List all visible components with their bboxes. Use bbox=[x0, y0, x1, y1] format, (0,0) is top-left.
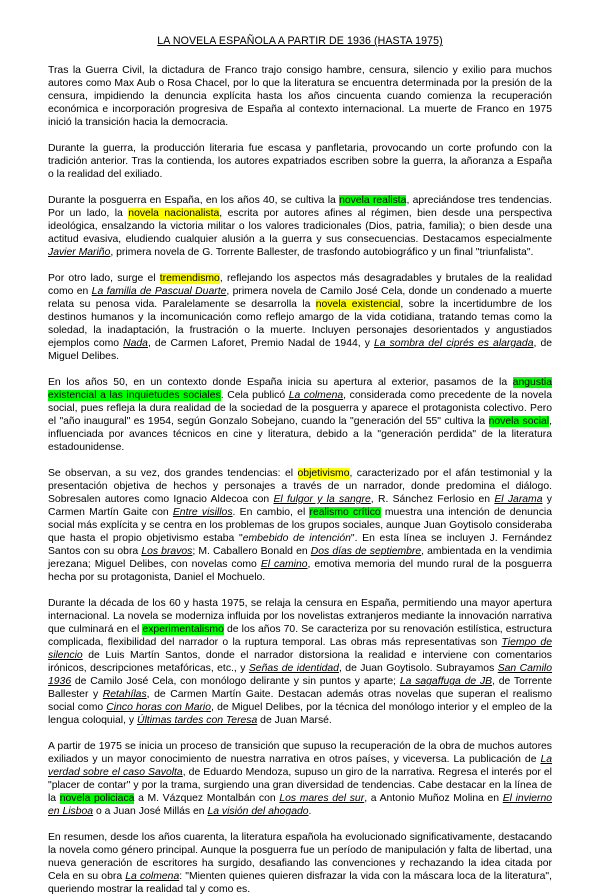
text-run: de los años 70. Se caracteriza por su renovación estilística, estructura complicada, flexibilidad del narrador o la ruptura temporal. Las obras más representativas son bbox=[48, 624, 552, 648]
text-run: , de Eduardo Mendoza, supuso un giro de la narrativa. Regresa el interés por el "placer de contar" y por la trama, surgiendo una gran diversidad de tendencias. Cabe destacar en la línea de la bbox=[48, 767, 552, 804]
highlight-green: angustia existencial a las inquietudes sociales bbox=[48, 377, 552, 401]
text-run: muestra una intención de denuncia social más explícita y se centra en los problemas de los grupos sociales, aunque Juan Goytisolo consideraba que hasta el propio objetivismo estaba " bbox=[48, 507, 552, 544]
text-run: a M. Vázquez Montalbán con bbox=[134, 793, 280, 804]
work-title: El camino bbox=[260, 559, 308, 570]
highlight-green: realismo crítico bbox=[309, 507, 381, 518]
work-title: Dos días de septiembre bbox=[310, 546, 422, 557]
text-run: : "Mienten quienes quieren disfrazar la vida con la máscara loca de la literatura", queriendo mostrar la realidad tal y como es. bbox=[48, 871, 552, 895]
text-run: , primera novela de G. Torrente Ballester, de trasfondo autobiográfico y un final "triunfalista". bbox=[110, 247, 534, 258]
text-run: y Carmen Martín Gaite con bbox=[48, 494, 552, 518]
text-run: ". En esta línea se incluyen J. Fernández Santos con su obra bbox=[48, 533, 553, 557]
text-run: , de Torrente Ballester y bbox=[48, 676, 553, 700]
text-run: , apreciándose tres tendencias. Por un lado, la bbox=[48, 195, 552, 219]
text-run: , reflejando los aspectos más desagradables y brutales de la realidad como en bbox=[48, 273, 552, 297]
text-run: de Camilo José Cela, con monólogo delirante y sin puntos y aparte; bbox=[71, 676, 400, 687]
text-run: . Cela publicó bbox=[220, 390, 289, 401]
text-run: , de Miguel Delibes. bbox=[48, 338, 553, 362]
text-run: , de Juan Goytisolo. Subrayamos bbox=[338, 663, 498, 674]
document-body bbox=[48, 64, 552, 896]
work-title: Los mares del sur bbox=[279, 793, 365, 804]
work-title: Cinco horas con Mario bbox=[106, 702, 212, 713]
paragraph bbox=[48, 194, 552, 259]
work-title: La sagaffuga de JB bbox=[399, 676, 493, 687]
text-run: , caracterizado por el afán testimonial y la presentación objetiva de hechos y personajes a través de un narrador, donde predomina el diálogo. Sobresalen autores como Ignacio Aldecoa con bbox=[48, 468, 553, 505]
work-title: El invierno en Lisboa bbox=[48, 793, 553, 817]
work-title: La sombra del ciprés es alargada bbox=[373, 338, 534, 349]
work-title: Señas de identidad bbox=[248, 663, 339, 674]
text-run: , escrita por autores afines al régimen, bien desde una perspectiva ideológica, ensalzando la victoria militar o los valores tradicionales (Dios, patria, familia); o bien desde una actitud evasiva, eludiendo cualquier alusión a la guerra y sus consecuencias. Destacamos especialmente bbox=[48, 208, 552, 245]
text-run: A partir de 1975 se inicia un proceso de transición que supuso la recuperación de la obra de muchos autores exiliados y un mayor conocimiento de nuestra narrativa en otros países, y viceversa. La publicación de bbox=[48, 741, 552, 765]
text-run: Durante la guerra, la producción literaria fue escasa y panfletaria, provocando un corte profundo con la tradición anterior. Tras la contienda, los autores expatriados escriben sobre la guerra, la añoranza a España o la realidad del exiliado. bbox=[48, 143, 552, 180]
text-run: . En cambio, el bbox=[232, 507, 310, 518]
text-run: , de Carmen Martín Gaite. Destacan además otras novelas que superan el realismo social como bbox=[48, 689, 552, 713]
work-title: Últimas tardes con Teresa bbox=[136, 715, 258, 726]
text-run: o a Juan José Millás en bbox=[93, 806, 208, 817]
work-title: La colmena bbox=[125, 871, 180, 882]
work-title: Entre visillos bbox=[172, 507, 233, 518]
paragraph bbox=[48, 272, 552, 363]
text-run: Por otro lado, surge el bbox=[48, 273, 160, 284]
text-run: En resumen, desde los años cuarenta, la literatura española ha evolucionado significativamente, destacando la novela como género principal. Aunque la posguerra fue un período de manipulación y falta de libertad, una nueva generación de escritores ha surgido, desafiando las convenciones y rechazando la idea citada por Cela en su obra bbox=[48, 832, 552, 882]
text-run: Tras la Guerra Civil, la dictadura de Franco trajo consigo hambre, censura, silencio y exilio para muchos autores como Max Aub o Rosa Chacel, por lo que la literatura se encuentra determinada por la presión de la censura, impidiendo la denuncia explícita hasta los años cincuenta cuando comienza la recuperación económica e incorporación progresiva de España al contexto internacional. La muerte de Franco en 1975 inició la transición hacia la democracia. bbox=[48, 65, 552, 128]
paragraph bbox=[48, 740, 552, 818]
text-run: , de Miguel Delibes, por la técnica del monólogo interior y el empleo de la lengua coloquial, y bbox=[48, 702, 553, 726]
highlight-yellow: novela existencial bbox=[315, 299, 401, 310]
text-run: En los años 50, en un contexto donde España inicia su apertura al exterior, pasamos de la bbox=[48, 377, 513, 388]
highlight-yellow: novela nacionalista bbox=[128, 208, 220, 219]
text-run: , ambientada en la vendimia jerezana; Miguel Delibes, con novelas como bbox=[48, 546, 553, 570]
paragraph bbox=[48, 64, 552, 129]
text-run: Durante la posguerra en España, en los años 40, se cultiva la bbox=[48, 195, 340, 206]
work-title: El fulgor y la sangre bbox=[273, 494, 371, 505]
work-title: La verdad sobre el caso Savolta bbox=[48, 754, 552, 778]
highlight-yellow: tremendismo bbox=[159, 273, 220, 284]
text-run: , considerada como precedente de la novela social, pues refleja la dura realidad de la sociedad de la posguerra y aparece el protagonista colectivo. Pero el "año inaugural" es 1954, según Gonzalo Sobejano, cuando la "generación del 55" cultiva la bbox=[48, 390, 552, 427]
text-run: , a Antonio Muñoz Molina en bbox=[364, 793, 503, 804]
text-run: de Luis Martín Santos, donde el narrador distorsiona la realidad e interviene con comentarios irónicos, descripciones metafóricas, etc., y bbox=[48, 650, 552, 674]
work-title: La colmena bbox=[288, 390, 344, 401]
paragraph bbox=[48, 142, 552, 181]
work-title: San Camilo 1936 bbox=[48, 663, 552, 687]
highlight-green: experimentalismo bbox=[142, 624, 224, 635]
work-title: Javier Mariño bbox=[48, 247, 111, 258]
text-run: ; M. Caballero Bonald en bbox=[192, 546, 311, 557]
work-title: La visión del ahogado bbox=[207, 806, 309, 817]
work-title: Retahílas bbox=[102, 689, 147, 700]
document-title: LA NOVELA ESPAÑOLA A PARTIR DE 1936 (HASTA 1975) bbox=[157, 35, 443, 47]
paragraph bbox=[48, 597, 552, 727]
text-run: , influenciada por avances técnicos en cine y literatura, debido a la "generación perdida" de la literatura estadounidense. bbox=[48, 416, 552, 453]
highlight-yellow: objetivismo bbox=[297, 468, 350, 479]
text-run: Durante la década de los 60 y hasta 1975, se relaja la censura en España, permitiendo una mayor apertura internacional. La novela se moderniza influida por los novelistas extranjeros mediante la innovación narrativa que culminará en el bbox=[48, 598, 552, 635]
text-run: , primera novela de Camilo José Cela, donde un condenado a muerte relata su penosa vida. Paralelamente se desarrolla la bbox=[48, 286, 552, 310]
text-run: de Juan Marsé. bbox=[257, 715, 332, 726]
paragraph bbox=[48, 376, 552, 454]
work-title: Nada bbox=[123, 338, 148, 349]
text-run: , de Carmen Laforet, Premio Nadal de 1944, y bbox=[147, 338, 374, 349]
highlight-green: novela realista bbox=[339, 195, 407, 206]
text-run: , R. Sánchez Ferlosio en bbox=[370, 494, 495, 505]
work-title: Los bravos bbox=[141, 546, 193, 557]
text-run: . bbox=[308, 806, 312, 817]
work-title: La familia de Pascual Duarte bbox=[91, 286, 227, 297]
quote-italic: embebido de intención bbox=[242, 533, 351, 544]
highlight-green: novela social bbox=[488, 416, 550, 427]
text-run: , emotiva memoria del mundo rural de la posguerra hecha por su protagonista, Daniel el Mochuelo. bbox=[48, 559, 552, 583]
text-run: Se observan, a su vez, dos grandes tendencias: el bbox=[48, 468, 298, 479]
paragraph bbox=[48, 831, 552, 896]
text-run: , sobre la incertidumbre de los destinos humanos y la incomunicación como reflejo amargo de la vida cotidiana, tratando temas como la soledad, la inadaptación, la frustración o la muerte. Incluyen personajes desorientados y angustiados ejemplos como bbox=[48, 299, 552, 349]
work-title: El Jarama bbox=[494, 494, 543, 505]
work-title: Tiempo de silencio bbox=[48, 637, 552, 661]
paragraph bbox=[48, 467, 552, 584]
highlight-green: novela policiaca bbox=[59, 793, 135, 804]
